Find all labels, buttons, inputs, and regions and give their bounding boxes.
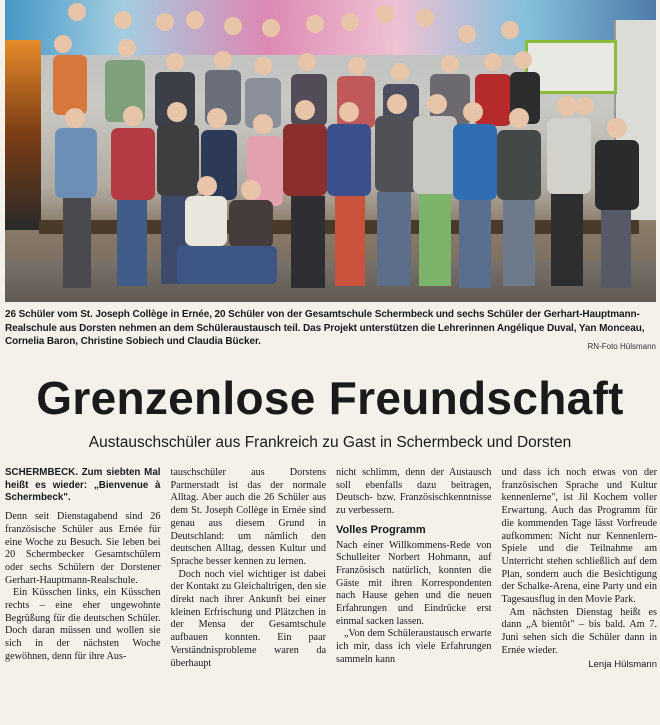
photo-credit: RN-Foto Hülsmann xyxy=(587,342,656,351)
article-column-4 xyxy=(502,467,658,725)
group-photo xyxy=(5,0,656,302)
paragraph: Am nächsten Dienstag heißt es dann „A bientôt" – bis bald. Am 7. Juni sehen sich die Schüler dann in Ernée wieder. xyxy=(501,606,657,656)
article-headline: Grenzenlose Freundschaft xyxy=(36,372,624,424)
paragraph: tauschschüler aus Dorstens Partnerstadt ist das der normale Alltag. Aber auch die 26 Schüler aus dem St. Joseph Collège in Ernée sind genau aus diesem Grund in Deutschland: um nämlich den deutschen Alltag, dessen Kultur und Sprache besser kennen zu lernen. xyxy=(170,467,326,567)
photo-caption xyxy=(5,308,656,349)
paragraph: Doch noch viel wichtiger ist dabei der Kontakt zu Gleichaltrigen, den sie direkt nach ihrer Ankunft bei einer kleinen Erfrischung und Plätzchen in der Mensa der Gesamtschule aufbauen konnten. Ein paar Verständnisprobleme waren da überhaupt xyxy=(170,568,326,669)
caption-text: 26 Schüler vom St. Joseph Collège in Ernée, 20 Schüler von der Gesamtschule Schermbeck und sechs Schüler der Gerhart-Hauptmann-Realschule aus Dorsten nehmen an dem Schüleraustausch teil. Das Projekt unterstützen die Lehrerinnen Angélique Duval, Yan Monceau, Cornelia Baron, Christine Sobiech und Claudia Bücker. xyxy=(5,309,645,347)
article-author: Lenja Hülsmann xyxy=(588,658,657,670)
paragraph: „Von dem Schüleraustausch erwarte ich mir, dass ich viele Erfahrungen sammeln kann xyxy=(336,628,492,665)
students-silhouettes xyxy=(5,0,656,302)
paragraph: Denn seit Dienstagabend sind 26 französische Schüler aus Ernée für eine Woche zu Besuch. Sie leben bei 20 Schermbecker Gesamtschülern oder sechs Schülern der Dorstener Gerhart-Hauptmann-Realschule. xyxy=(5,511,161,586)
article-column-2 xyxy=(171,467,327,725)
paragraph: und dass ich noch etwas von der französischen Sprache und Kultur kennenlerne", ist Jil Kochem voller Erwartung. Auch das Programm für die kommenden Tage lässt Vorfreude aufkommen: Nicht nur Kennenlern-Spiele und die Teilnahme am Unterricht stehen schließlich auf dem Plan, sondern auch die Besichtigung der Schalke-Arena, eine Party und ein Tagesausflug in den Movie Park. xyxy=(501,467,657,606)
article-subheadline: Austauschschüler aus Frankreich zu Gast in Schermbeck und Dorsten xyxy=(88,434,572,451)
article-body xyxy=(5,467,657,725)
paragraph: Ein Küsschen links, ein Küsschen rechts – eine eher ungewohnte Begrüßung für die deutschen Schüler. Doch daran müssen und wollen sie sich in der nächsten Woche gewöhnen, denn für ihre Aus- xyxy=(5,587,161,662)
paragraph: Nach einer Willkommens-Rede von Schulleiter Norbert Hohmann, auf Französisch natürlich, konnten die Gäste mit ihren Korrespondenten nach Hause gehen und die neuen Erfahrungen und Eindrücke erst einmal sacken lassen. xyxy=(336,539,492,627)
article-column-3 xyxy=(336,467,492,725)
article-column-1 xyxy=(5,467,161,725)
paragraph: nicht schlimm, denn der Austausch soll ebenfalls dazu beitragen, Deutsch- bzw. Französischkenntnisse zu verbessern. xyxy=(336,467,492,517)
section-subheading: Volles Programm xyxy=(336,523,426,536)
article-lead: SCHERMBECK. Zum siebten Mal heißt es wieder: „Bienvenue à Schermbeck". xyxy=(5,467,161,504)
